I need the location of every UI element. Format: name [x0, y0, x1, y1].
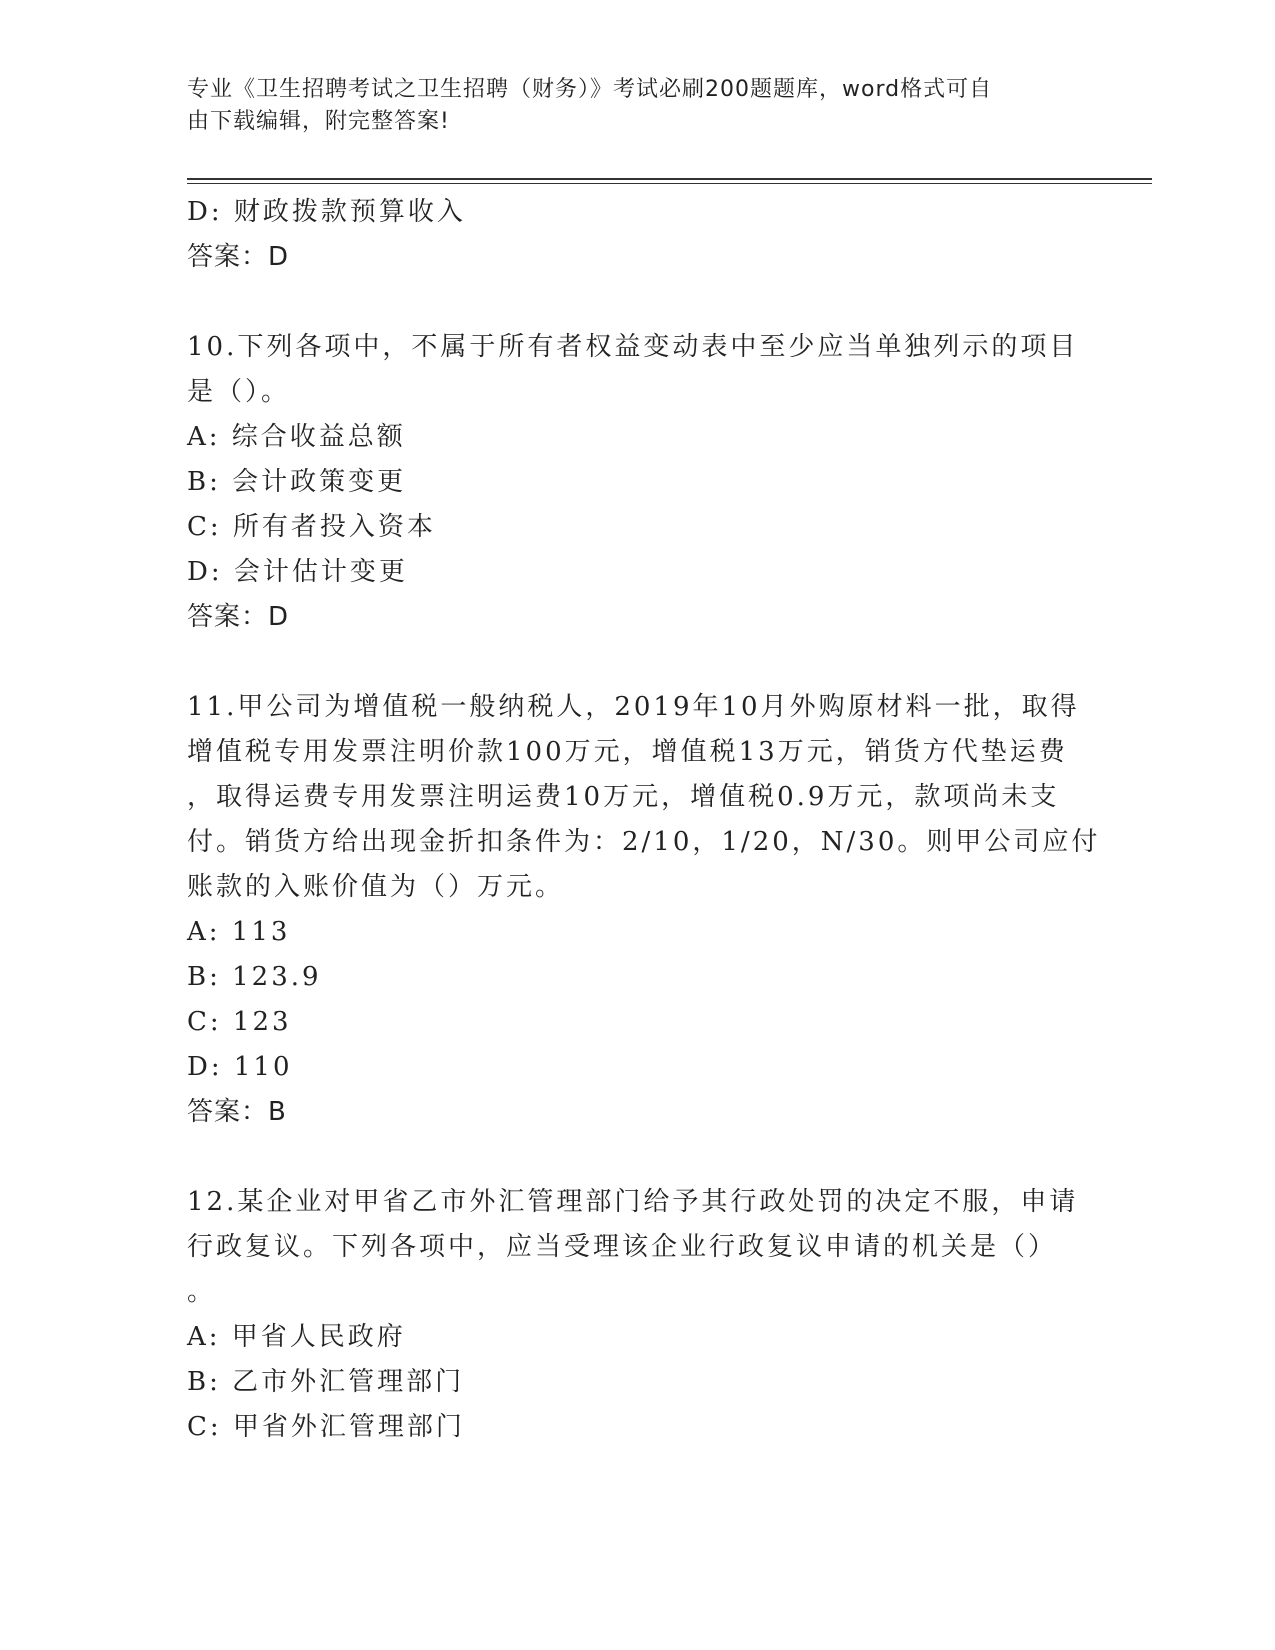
prev-option-d: D: 财政拨款预算收入	[187, 197, 466, 227]
question-12	[187, 1180, 1087, 1450]
prev-answer: 答案：D	[187, 242, 290, 272]
q11-stem-line-3: ，取得运费专用发票注明运费10万元，增值税0.9万元，款项尚未支	[187, 782, 1060, 812]
header-line-1: 专业《卫生招聘考试之卫生招聘（财务）》考试必刷200题题库，word格式可自	[187, 77, 993, 102]
q10-option-b: B: 会计政策变更	[187, 467, 407, 497]
q11-answer: 答案：B	[187, 1097, 287, 1127]
q10-stem-line-1: 10.下列各项中，不属于所有者权益变动表中至少应当单独列示的项目	[187, 332, 1079, 362]
header-line-2: 由下载编辑，附完整答案!	[187, 109, 450, 134]
q10-option-d: D: 会计估计变更	[187, 557, 408, 587]
q11-option-d: D: 110	[187, 1052, 293, 1082]
q11-stem-line-5: 账款的入账价值为（）万元。	[187, 872, 565, 902]
q12-stem-line-1: 12.某企业对甲省乙市外汇管理部门给予其行政处罚的决定不服，申请	[187, 1187, 1079, 1217]
q11-stem-line-1: 11.甲公司为增值税一般纳税人，2019年10月外购原材料一批，取得	[187, 692, 1080, 722]
question-10	[187, 325, 1087, 640]
q11-stem-line-4: 付。销货方给出现金折扣条件为：2/10，1/20，N/30。则甲公司应付	[187, 827, 1101, 857]
q12-option-c: C: 甲省外汇管理部门	[187, 1412, 465, 1442]
q10-option-c: C: 所有者投入资本	[187, 512, 436, 542]
q11-option-c: C: 123	[187, 1007, 292, 1037]
spacer	[187, 280, 1087, 325]
spacer	[187, 640, 1087, 685]
q11-option-a: A: 113	[187, 917, 291, 947]
header-rule-thick	[187, 178, 1152, 180]
q12-stem-line-2: 行政复议。下列各项中，应当受理该企业行政复议申请的机关是（）	[187, 1232, 1058, 1262]
page-header	[187, 74, 1067, 138]
q11-option-b: B: 123.9	[187, 962, 322, 992]
question-11	[187, 685, 1101, 1135]
spacer	[187, 1135, 1087, 1180]
q12-stem-line-3: 。	[187, 1277, 217, 1307]
header-rule-thin	[187, 183, 1152, 184]
q11-stem-line-2: 增值税专用发票注明价款100万元，增值税13万元，销货方代垫运费	[187, 737, 1068, 767]
q10-stem-line-2: 是（）。	[187, 377, 291, 407]
q10-option-a: A: 综合收益总额	[187, 422, 406, 452]
q10-answer: 答案：D	[187, 602, 290, 632]
q12-option-a: A: 甲省人民政府	[187, 1322, 406, 1352]
question-content	[187, 190, 1101, 1450]
q12-option-b: B: 乙市外汇管理部门	[187, 1367, 465, 1397]
